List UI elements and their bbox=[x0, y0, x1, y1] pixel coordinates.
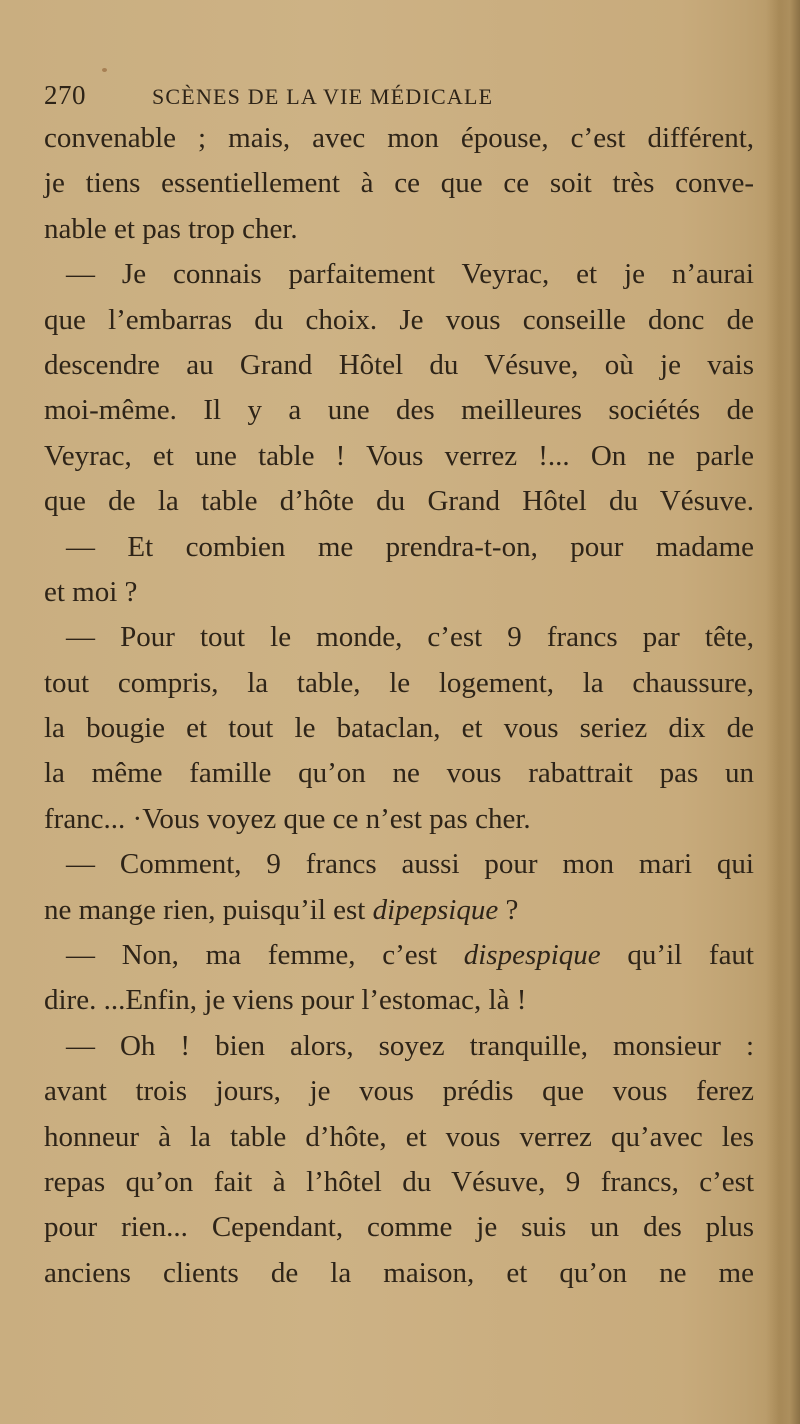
text-line: que l’embarras du choix. Je vous conseille donc de bbox=[44, 303, 754, 336]
italic-term: dipepsique bbox=[372, 893, 499, 926]
text-line: nable et pas trop cher. bbox=[44, 212, 298, 245]
text-line: Veyrac, et une table ! Vous verrez !... On ne parle bbox=[44, 439, 754, 472]
text-line: — Oh ! bien alors, soyez tranquille, monsieur : bbox=[66, 1029, 754, 1062]
italic-term: dispespique bbox=[463, 939, 601, 972]
text-line: descendre au Grand Hôtel du Vésuve, où je vais bbox=[44, 348, 754, 381]
page-edge-shadow bbox=[766, 0, 800, 1424]
text-line: moi-même. Il y a une des meilleures sociétés de bbox=[44, 394, 754, 427]
running-title: SCÈNES DE LA VIE MÉDICALE bbox=[152, 84, 494, 109]
paper-speck bbox=[102, 68, 107, 72]
text-line: la même famille qu’on ne vous rabattrait pas un bbox=[44, 757, 754, 790]
page-header bbox=[44, 80, 744, 120]
text-line: dire. ...Enfin, je viens pour l’estomac, là ! bbox=[44, 984, 527, 1017]
text-line: que de la table d’hôte du Grand Hôtel du Vésuve. bbox=[44, 485, 754, 518]
body-text bbox=[44, 116, 754, 1296]
text-line: pour rien... Cependant, comme je suis un des plus bbox=[44, 1211, 754, 1244]
text-line: repas qu’on fait à l’hôtel du Vésuve, 9 francs, c’est bbox=[44, 1165, 754, 1198]
text-line: convenable ; mais, avec mon épouse, c’est différent, bbox=[44, 122, 754, 154]
text-line: je tiens essentiellement à ce que ce soit très conve- bbox=[44, 167, 754, 200]
text-line: — Comment, 9 francs aussi pour mon mari qui bbox=[66, 848, 754, 881]
text-line: et moi ? bbox=[44, 575, 138, 608]
text-line bbox=[44, 933, 754, 978]
text-line: franc... ·Vous voyez que ce n’est pas cher. bbox=[44, 802, 531, 835]
text-line: la bougie et tout le bataclan, et vous seriez dix de bbox=[44, 712, 754, 745]
text-segment: ne mange rien, puisqu’il est bbox=[44, 893, 373, 926]
text-line: — Pour tout le monde, c’est 9 francs par tête, bbox=[66, 621, 754, 654]
text-segment: ? bbox=[498, 893, 519, 926]
text-line: avant trois jours, je vous prédis que vous ferez bbox=[44, 1075, 754, 1108]
page-number: 270 bbox=[44, 80, 86, 110]
text-line: — Je connais parfaitement Veyrac, et je n’aurai bbox=[66, 258, 754, 291]
text-line: anciens clients de la maison, et qu’on ne me bbox=[44, 1256, 754, 1289]
text-segment: — Non, ma femme, c’est bbox=[66, 939, 464, 972]
text-line: honneur à la table d’hôte, et vous verrez qu’avec les bbox=[44, 1120, 754, 1153]
text-line bbox=[44, 888, 754, 933]
text-line: tout compris, la table, le logement, la chaussure, bbox=[44, 666, 754, 699]
text-line: — Et combien me prendra-t-on, pour madame bbox=[66, 530, 754, 563]
text-segment: qu’il faut bbox=[600, 939, 754, 972]
